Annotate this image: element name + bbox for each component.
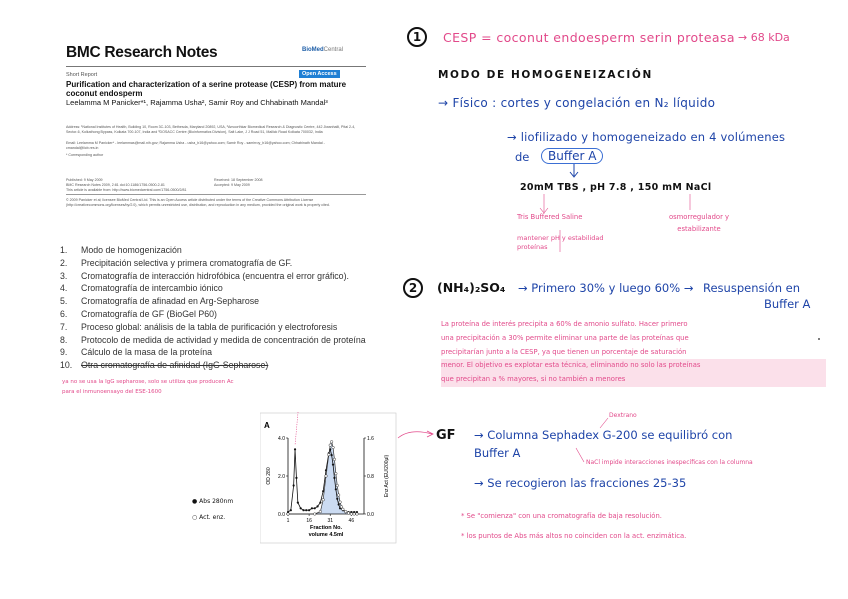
- section-number-1: 1: [407, 27, 427, 47]
- abs-point: [295, 477, 297, 479]
- abs-point: [293, 484, 295, 486]
- panel-label: A: [264, 421, 270, 430]
- tris-purpose: mantener pH y estabilidad proteínas: [517, 234, 604, 251]
- paragraph-line-highlight: menor. El objetivo es explotar esta técnica, eliminando no solo las proteínas: [441, 359, 826, 373]
- abs-point: [332, 464, 334, 466]
- annotation-connectors-3: [570, 416, 630, 466]
- divider: [66, 194, 366, 195]
- connector-line: [600, 418, 608, 428]
- buffer-recipe: 20mM TBS , pH 7.8 , 150 mM NaCl: [520, 182, 712, 193]
- paragraph-line: una precipitación a 30% permite eliminar una parte de las proteínas que: [441, 333, 689, 342]
- footnote-1: * Se "comienza" con una cromatografía de baja resolución.: [461, 512, 662, 520]
- abs-point: [308, 509, 310, 511]
- activity-point: [344, 510, 347, 513]
- y-left-tick-label: 2.0: [278, 474, 285, 480]
- precipitation-steps: → Primero 30% y luego 60% →: [518, 281, 694, 295]
- list-item: 3. Cromatografía de interacción hidrofóbica (encuentra el error gráfico).: [60, 270, 349, 281]
- activity-point: [325, 475, 328, 478]
- accepted-date: Accepted: 9 May 2009: [214, 183, 250, 187]
- section-number-2: 2: [403, 278, 423, 298]
- cesp-definition: CESP = coconut endoesperm serin proteasa: [443, 30, 735, 45]
- section-heading: MODO DE HOMOGENEIZACIÓN: [438, 69, 653, 81]
- open-access-badge: Open Access: [299, 70, 340, 78]
- abs-point: [290, 509, 292, 511]
- stray-dot: [818, 338, 820, 340]
- nacl-note: NaCl impide interacciones inespecíficas con la columna: [586, 459, 753, 466]
- resuspension: Resuspensión en: [703, 281, 801, 295]
- received-date: Received: 18 September 2008: [214, 178, 263, 182]
- legend-abs: ● Abs 280nm: [192, 498, 234, 505]
- liofilizado-note: → liofilizado y homogeneizado en 4 volúmenes: [507, 130, 786, 144]
- abs-point: [316, 505, 318, 507]
- logo-brand: BioMed: [302, 47, 324, 53]
- abs-point: [331, 454, 333, 456]
- corresponding-author: * Corresponding author: [66, 153, 104, 157]
- activity-point: [328, 453, 331, 456]
- article-type: Short Report: [66, 72, 98, 78]
- footnote-2: * los puntos de Abs más altos no coinciden con la act. enzimática.: [461, 532, 687, 540]
- activity-point: [356, 513, 359, 516]
- tris-note: Tris Buffered Saline: [517, 213, 583, 221]
- buffer-a-highlight: Buffer A: [541, 148, 603, 164]
- abs-point: [338, 503, 340, 505]
- column-buffer: Buffer A: [474, 446, 521, 460]
- published-date: Published: 9 May 2009: [66, 178, 103, 182]
- author-address: Address: ¹National Institutes of Health, Building 10, Room 3C-103, Bethesda, Maryland 20892, USA, ²Amoorthkar Biomedical Research & Diagnostic Centre, 442 Jiwanhalli, Pitai 2-4, Sector-6, Kolkathong Bypass, Kolkata 700-107, India and ³DOSACC Centre (Bioinformatics Division), Salt Lake, J J Road 51, Mallick Road Kolkata 700032, India: [66, 125, 356, 134]
- y-left-tick-label: 4.0: [278, 436, 285, 442]
- copyright-notice: © 2009 Panicker et al; licensee BioMed Central Ltd. This is an Open Access article distributed under the terms of the Creative Commons Attribution License (http://creativecommons.org/licenses/by/2.0), which permits unrestricted use, distribution, and reproduction in any medium, provided the original work is properly cited.: [66, 198, 330, 207]
- paper-title: Purification and characterization of a serine protease (CESP) from mature coconut endosperm: [66, 80, 347, 98]
- list-item: 6. Cromatografía de GF (BioGel P60): [60, 308, 217, 319]
- abs-point: [297, 502, 299, 504]
- molecular-weight: → 68 kDa: [738, 31, 790, 44]
- liofilizado-de: de: [515, 150, 530, 164]
- list-item: 2. Precipitación selectiva y primera cromatografía de GF.: [60, 257, 293, 268]
- x-tick-label: 1: [286, 518, 290, 524]
- x-axis-label: Fraction No.: [309, 525, 343, 531]
- legend-act: ○ Act. enz.: [192, 514, 226, 521]
- x-tick-label: 16: [306, 518, 312, 524]
- abs-point: [302, 509, 304, 511]
- logo-suffix: Central: [323, 47, 344, 53]
- activity-point: [342, 508, 345, 511]
- list-item: 8. Protocolo de medida de actividad y medida de concentración de proteína: [60, 334, 366, 345]
- abs-point: [335, 488, 337, 490]
- arrow-right-icon: [398, 432, 432, 438]
- abs-point: [319, 502, 321, 504]
- pink-arrow: [396, 426, 436, 446]
- activity-point: [319, 510, 322, 513]
- abs-point: [305, 509, 307, 511]
- y-right-tick-label: 1.6: [367, 436, 374, 442]
- activity-point: [287, 513, 290, 516]
- list-item: 7. Proceso global: análisis de la tabla de purificación y electroforesis: [60, 321, 338, 332]
- activity-point: [330, 441, 333, 444]
- precipitation-paragraph: [441, 318, 826, 387]
- abs-point: [300, 507, 302, 509]
- activity-point: [332, 446, 335, 449]
- x-axis-label-2: volume 4.5ml: [308, 532, 344, 538]
- article-url: This article is available from: http://www.biomedcentral.com/1756-0500/2/81: [66, 188, 187, 192]
- annotation-connectors-2: [540, 230, 580, 270]
- list-item: 9. Cálculo de la masa de la proteína: [60, 347, 213, 358]
- activity-point: [333, 458, 336, 461]
- activity-point: [350, 513, 353, 516]
- x-tick-label: 31: [327, 518, 334, 524]
- paragraph-line: La proteína de interés precipita a 60% de amonio sulfato. Hacer primero: [441, 320, 688, 328]
- paragraph-line-highlight: que precipitan a % mayores, si no también a menores: [441, 373, 826, 387]
- abs-point: [294, 448, 296, 450]
- activity-point: [353, 513, 356, 516]
- x-tick-label: 46: [348, 518, 355, 524]
- arrow-down-icon: [540, 194, 548, 213]
- ammonium-sulfate: (NH₄)₂SO₄: [437, 280, 506, 295]
- topic-list: [60, 244, 366, 372]
- connector-line: [576, 448, 584, 462]
- citation: BMC Research Notes 2009, 2:81 doi:10.1186/1756-0500-2-81: [66, 183, 165, 187]
- activity-point: [322, 498, 325, 501]
- y-left-tick-label: 0.0: [278, 512, 285, 518]
- activity-point: [339, 501, 342, 504]
- chromatogram-chart: [260, 408, 400, 544]
- abs-point: [333, 477, 335, 479]
- arrow-down-icon: [570, 164, 578, 177]
- author-email: Email: Leelamma M Panicker* - leelammas@mail.nih.gov; Rajamma Usha - usha_b16@yahoo.com; Samir Roy - samirroy_b16@yahoo.com; Chhabinath Mandal - cmandal@iicb.res.in: [66, 141, 325, 150]
- activity-point: [329, 444, 332, 447]
- column-note: → Columna Sephadex G-200 se equilibró con: [474, 428, 733, 442]
- activity-point: [335, 472, 338, 475]
- abs-point: [314, 507, 316, 509]
- biomed-central-logo: [302, 47, 343, 53]
- list-item: 5. Cromatografía de afinadad en Arg-Sepharose: [60, 296, 260, 307]
- y-right-tick-label: 0.8: [367, 474, 374, 480]
- activity-point: [336, 484, 339, 487]
- activity-point: [337, 494, 340, 497]
- y-right-label: Enz Act (EU/200μl): [384, 454, 390, 498]
- journal-title: BMC Research Notes: [66, 44, 218, 61]
- left-handwritten-note: ya no se usa la IgG sepharose, solo se utiliza que producen Ac para el inmunoensayo del ESE-1600: [62, 379, 234, 395]
- list-item-struck: 10. Otra cromatografía de afinidad (IgG-Sepharose): [60, 360, 269, 371]
- fractions-note: → Se recogieron las fracciones 25-35: [474, 476, 687, 490]
- y-left-label: OD 280: [266, 467, 272, 485]
- y-right-tick-label: 0.0: [367, 512, 374, 518]
- activity-point: [313, 513, 316, 516]
- arrow-head-icon: [427, 431, 433, 437]
- fisico-note: → Físico : cortes y congelación en N₂ líquido: [438, 96, 716, 110]
- nacl-purpose: osmorregulador y estabilizante: [668, 213, 730, 233]
- resuspension-buffer: Buffer A: [764, 297, 811, 311]
- gf-label: GF: [436, 428, 456, 443]
- divider: [66, 66, 366, 67]
- list-item: 4. Cromatografía de intercambio iónico: [60, 283, 223, 294]
- abs-point: [311, 507, 313, 509]
- annotation-connectors: [500, 164, 700, 214]
- paper-authors: Leelamma M Panicker*¹, Rajamma Usha², Samir Roy and Chhabinath Mandal³: [66, 98, 328, 107]
- list-item: 1. Modo de homogenización: [60, 245, 182, 255]
- abs-point: [336, 498, 338, 500]
- dextrano-note: Dextrano: [609, 412, 637, 419]
- paragraph-line: precipitarían junto a la CESP, ya que tienen un porcentaje de saturación: [441, 347, 687, 356]
- activity-point: [347, 512, 350, 515]
